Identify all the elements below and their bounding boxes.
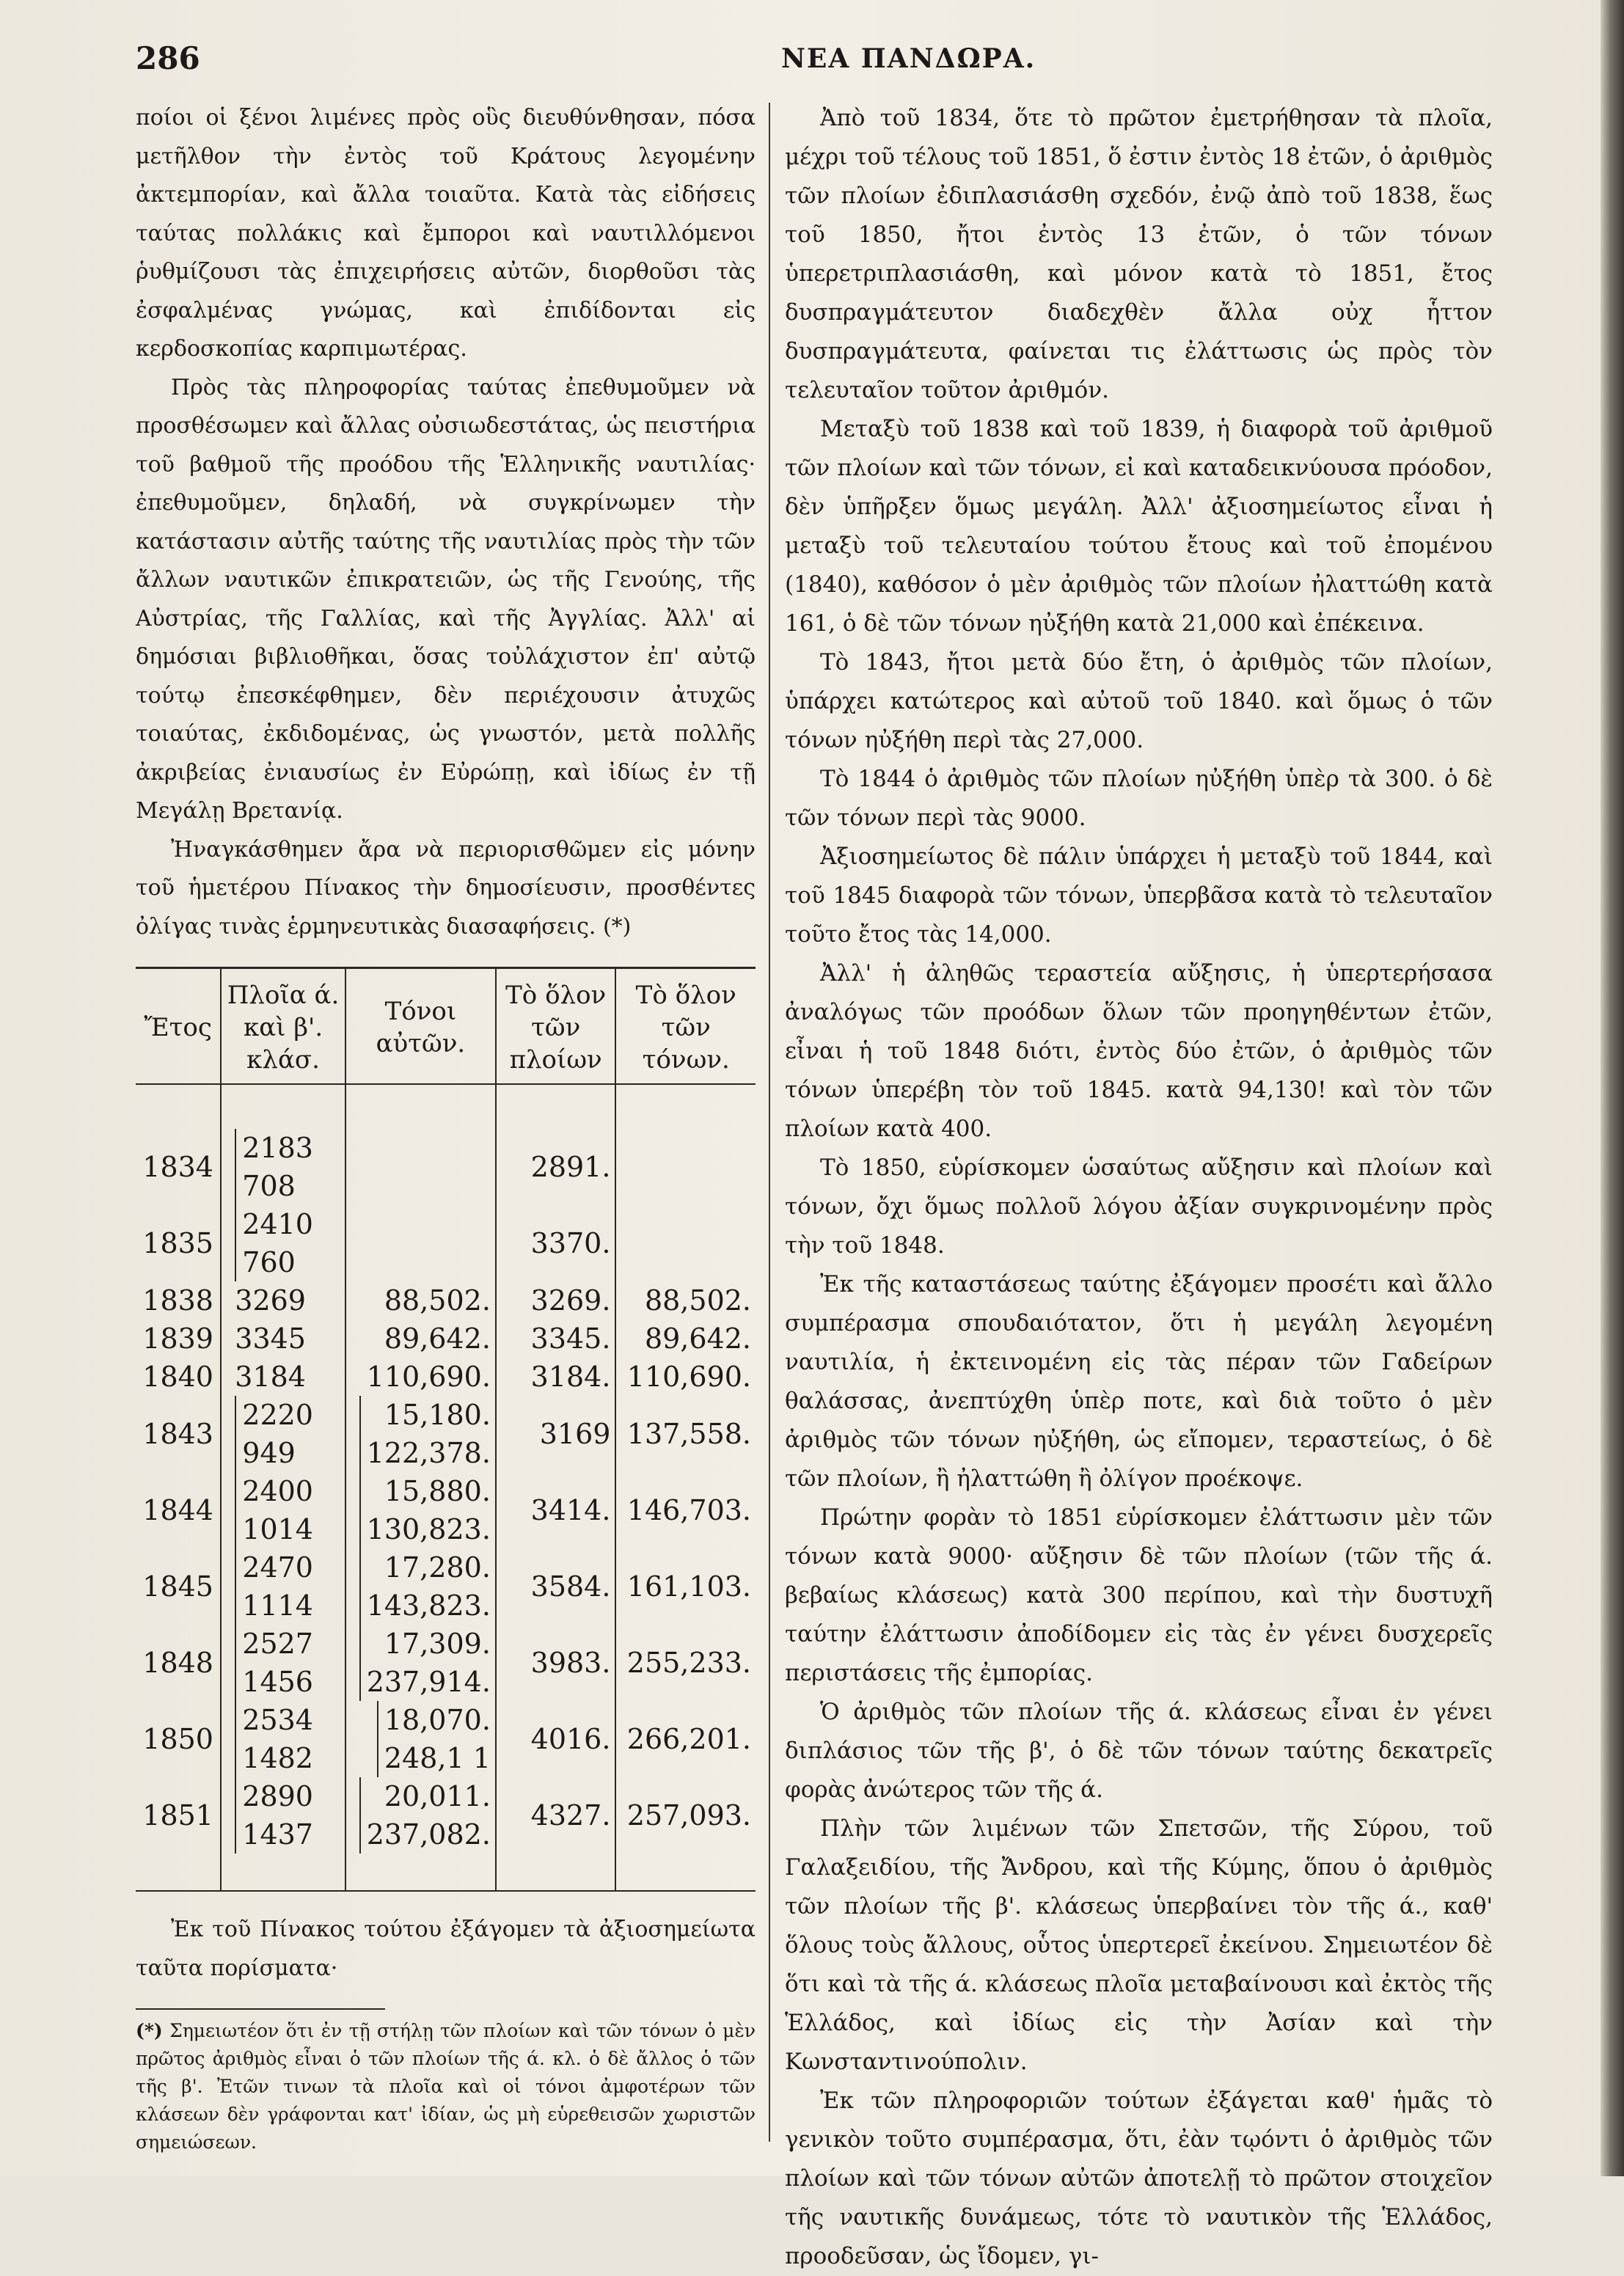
brace-group (235, 1396, 313, 1472)
cell-tons (345, 1625, 496, 1701)
cell-total-ships: 4016. (496, 1701, 616, 1777)
right-paragraph: Ἀξιοσημείωτος δὲ πάλιν ὑπάρχει ἡ μεταξὺ τοῦ 1844, καὶ τοῦ 1845 διαφορὰ τῶν τόνων, ὑπερβᾶσα κατὰ τὸ τελευταῖον τοῦτο ἔτος τὰς 14,000. (785, 844, 1493, 948)
cell-value: 1456 (242, 1666, 313, 1698)
table-row (136, 1358, 756, 1396)
brace-group (235, 1129, 313, 1205)
cell-total-ships: 3345. (496, 1320, 616, 1358)
cell-total-tons (615, 1205, 756, 1281)
cell-value: 237,082. (366, 1818, 491, 1851)
brace-group (235, 1777, 313, 1854)
cell-value: 122,378. (366, 1437, 491, 1469)
cell-value: 3269 (235, 1284, 306, 1317)
shipping-table (136, 967, 756, 1892)
cell-year: 1848 (142, 1647, 213, 1679)
cell-value: 1437 (242, 1818, 313, 1851)
cell-year: 1834 (142, 1151, 213, 1183)
cell-ships (221, 1358, 345, 1396)
left-column (136, 99, 756, 2156)
cell-total-tons: 257,093. (615, 1777, 756, 1891)
right-paragraph: Μεταξὺ τοῦ 1838 καὶ τοῦ 1839, ἡ διαφορὰ τοῦ ἀριθμοῦ τῶν πλοίων καὶ τῶν τόνων, εἰ καὶ καταδεικνύουσα πρόοδον, δὲν ὑπῆρξεν ὅμως μεγάλη. Ἀλλ' ἀξιοσημείωτος εἶναι ἡ μεταξὺ τοῦ τελευταίου τούτου ἔτους καὶ τοῦ ἐπομένου (1840), καθόσον ὁ μὲν ἀριθμὸς τῶν πλοίων ἠλαττώθη κατὰ 161, ὁ δὲ τῶν τόνων ηὐξήθη κατὰ 21,000 καὶ ἐπέκεινα. (785, 416, 1493, 637)
right-paragraph: Ἐκ τῆς καταστάσεως ταύτης ἐξάγομεν προσέτι καὶ ἄλλο συμπέρασμα σπουδαιότατον, ὅτι ἡ μεγάλη λεγομένη ναυτιλία, ἡ ἐκτεινομένη εἰς τὰς πέραν τῶν Γαδείρων θαλάσσας, ἀνεπτύχθη ὑπὲρ ποτε, καὶ διὰ τοῦτο ὁ μὲν ἀριθμὸς τῶν τόνων ηὐξήθη, ὡς εἴπομεν, τεραστείως, ὁ δὲ τῶν πλοίων, ἢ ἠλαττώθη ἢ ὀλίγον προέκοψε. (785, 1271, 1493, 1492)
cell-value: 17,280. (384, 1551, 491, 1584)
cell-ships (221, 1548, 345, 1625)
cell-year: 1851 (136, 1777, 221, 1891)
footnote-text: Σημειωτέον ὅτι ἐν τῇ στήλῃ τῶν πλοίων καὶ τῶν τόνων ὁ μὲν πρῶτος ἀριθμὸς εἶναι ὁ τῶν πλοίων τῆς ά. κλ. ὁ δὲ ἄλλος ὁ τῶν τῆς β'. Ἐτῶν τινων τὰ πλοῖα καὶ οἱ τόνοι ἀμφοτέρων τῶν κλάσεων δὲν γράφονται κατ' ἰδίαν, ὡς μὴ εὑρεθεισῶν χωριστῶν σημειώσεων. (136, 2020, 756, 2153)
brace-group (235, 1701, 313, 1777)
cell-year: 1843 (142, 1418, 213, 1450)
cell-value: 110,690. (366, 1361, 491, 1393)
cell-value: 2183 (242, 1132, 313, 1164)
cell-total-ships: 3983. (496, 1625, 616, 1701)
table-row (136, 1281, 756, 1320)
cell-value: 15,180. (384, 1399, 491, 1431)
right-paragraph: Ἐκ τῶν πληροφοριῶν τούτων ἐξάγεται καθ' ἡμᾶς τὸ γενικὸν τοῦτο συμπέρασμα, ὅτι, ἐὰν τῳόντι ὁ ἀριθμὸς τῶν πλοίων καὶ τῶν τόνων αὐτῶν ἀποτελῇ τὸ πρῶτον στοιχεῖον τῆς ναυτικῆς δυνάμεως, τότε τὸ ναυτικὸν τῆς Ἑλλάδος, προοδεῦσαν, ὡς ἴδομεν, γι- (785, 2087, 1493, 2269)
cell-tons (345, 1472, 496, 1548)
cell-value: 2470 (242, 1551, 313, 1584)
table-body (136, 1084, 756, 1891)
cell-value: 130,823. (366, 1513, 491, 1545)
cell-total-ships: 3370. (496, 1205, 616, 1281)
cell-tons (345, 1701, 496, 1777)
table-row (136, 1548, 756, 1625)
cell-ships (221, 1625, 345, 1701)
right-paragraph: Ὁ ἀριθμὸς τῶν πλοίων τῆς ά. κλάσεως εἶναι ἐν γένει διπλάσιος τῶν τῆς β', ὁ δὲ τῶν τόνων ταύτης δεκατρεῖς φορὰς ἀνώτερος τῶν τῆς ά. (785, 1699, 1493, 1803)
left-paragraph: Ἠναγκάσθημεν ἄρα νὰ περιορισθῶμεν εἰς μόνην τοῦ ἡμετέρου Πίνακος τὴν δημοσίευσιν, προσθέντες ὀλίγας τινὰς ἑρμηνευτικὰς διασαφήσεις. (*) (136, 836, 756, 940)
right-paragraph: Πλὴν τῶν λιμένων τῶν Σπετσῶν, τῆς Σύρου, τοῦ Γαλαξειδίου, τῆς Ἄνδρου, καὶ τῆς Κύμης, ὅπου ὁ ἀριθμὸς τῶν πλοίων τῆς β'. κλάσεως ὑπερβαίνει τὸν τῆς ά., καθ' ὅλους τοὺς ἄλλους, οὗτος ὑπερτερεῖ ἐκείνου. Σημειωτέον δὲ ὅτι καὶ τὰ τῆς ά. κλάσεως πλοῖα μεταβαίνουσι καὶ ἐκτὸς τῆς Ἑλλάδος, καὶ ἰδίως εἰς τὴν Ἀσίαν καὶ τὴν Κωνσταντινούπολιν. (785, 1815, 1493, 2075)
running-head: ΝΕΑ ΠΑΝΔΩΡΑ. (781, 43, 1036, 74)
brace-group (235, 1548, 313, 1625)
table-row (136, 1701, 756, 1777)
value-group (235, 1358, 340, 1396)
cell-ships (221, 1205, 345, 1281)
table-row (136, 1205, 756, 1281)
right-paragraph: Ἀπὸ τοῦ 1834, ὅτε τὸ πρῶτον ἐμετρήθησαν τὰ πλοῖα, μέχρι τοῦ τέλους τοῦ 1851, ὅ ἐστιν ἐντὸς 18 ἐτῶν, ὁ ἀριθμὸς τῶν πλοίων ἐδιπλασιάσθη σχεδόν, ἐνῷ ἀπὸ τοῦ 1838, ἕως τοῦ 1850, ἤτοι ἐντὸς 13 ἐτῶν, ὁ τῶν τόνων ὑπερετριπλασιάσθη, καὶ μόνον κατὰ τὸ 1851, ἔτος δυσπραγμάτευτον διαδεχθὲν ἄλλα οὐχ ἧττον δυσπραγμάτευτα, φαίνεται τις ἐλάττωσις ὡς πρὸς τὸν τελευταῖον τοῦτον ἀριθμόν. (785, 105, 1493, 403)
cell-value: 3345 (235, 1322, 306, 1355)
brace-group (359, 1777, 491, 1854)
cell-value: 949 (242, 1437, 296, 1469)
footnote-mark: (*) (136, 2020, 163, 2041)
value-group (351, 1358, 491, 1396)
header-ships: Πλοῖα ά. καὶ β'. κλάσ. (221, 968, 345, 1085)
cell-tons (345, 1281, 496, 1320)
cell-total-tons: 161,103. (615, 1548, 756, 1625)
cell-value: 2890 (242, 1780, 313, 1812)
header-tons: Τόνοι αὐτῶν. (345, 968, 496, 1085)
cell-tons (345, 1084, 496, 1205)
value-group (235, 1320, 340, 1358)
cell-total-tons: 146,703. (615, 1472, 756, 1548)
right-paragraph: Τὸ 1844 ὁ ἀριθμὸς τῶν πλοίων ηὐξήθη ὑπὲρ τὰ 300. ὁ δὲ τῶν τόνων περὶ τὰς 9000. (785, 766, 1493, 831)
footnote (136, 2017, 756, 2156)
cell-total-ships: 3184. (496, 1358, 616, 1396)
cell-value: 2400 (242, 1475, 313, 1507)
cell-total-ships: 3584. (496, 1548, 616, 1625)
cell-tons (345, 1548, 496, 1625)
cell-tons (345, 1358, 496, 1396)
cell-value: 20,011. (384, 1780, 491, 1812)
cell-ships (221, 1472, 345, 1548)
cell-total-tons: 88,502. (615, 1281, 756, 1320)
cell-total-tons: 137,558. (615, 1396, 756, 1472)
cell-value: 2527 (242, 1628, 313, 1660)
cell-value: 89,642. (384, 1322, 491, 1355)
cell-year: 1845 (142, 1570, 213, 1603)
right-paragraph: Τὸ 1843, ἤτοι μετὰ δύο ἔτη, ὁ ἀριθμὸς τῶν πλοίων, ὑπάρχει κατώτερος καὶ αὐτοῦ τοῦ 1840. καὶ ὅμως ὁ τῶν τόνων ηὐξήθη περὶ τὰς 27,000. (785, 649, 1493, 753)
cell-total-ships: 4327. (496, 1777, 616, 1891)
left-paragraph: Πρὸς τὰς πληροφορίας ταύτας ἐπεθυμοῦμεν νὰ προσθέσωμεν καὶ ἄλλας οὐσιωδεστάτας, ὡς πειστήρια τοῦ βαθμοῦ τῆς προόδου τῆς Ἑλληνικῆς ναυτιλίας· ἐπεθυμοῦμεν, δηλαδή, νὰ συγκρίνωμεν τὴν κατάστασιν αὐτῆς ταύτης τῆς ναυτιλίας πρὸς τὴν τῶν ἄλλων ναυτικῶν ἐπικρατειῶν, ὡς τῆς Γενούης, τῆς Αὐστρίας, τῆς Γαλλίας, καὶ τῆς Ἀγγλίας. Ἀλλ' αἱ δημόσιαι βιβλιοθῆκαι, ὅσας τοὐλάχιστον ἐπ' αὐτῷ τούτῳ ἐπεσκέφθημεν, δὲν περιέχουσιν ἀτυχῶς τοιαύτας, ἐκδιδομένας, ὡς γνωστόν, μετὰ πολλῆς ἀκριβείας ἐνιαυσίως ἐν Εὐρώπῃ, καὶ ἰδίως ἐν τῇ Μεγάλῃ Βρετανίᾳ. (136, 374, 756, 824)
cell-total-ships: 3414. (496, 1472, 616, 1548)
cell-value: 15,880. (384, 1475, 491, 1507)
cell-value: 18,070. (384, 1704, 491, 1736)
cell-value: 143,823. (366, 1589, 491, 1622)
cell-total-tons: 110,690. (615, 1358, 756, 1396)
brace-group (359, 1396, 491, 1472)
cell-value: 2220 (242, 1399, 313, 1431)
cell-total-ships: 3169 (496, 1396, 616, 1472)
cell-value: 88,502. (384, 1284, 491, 1317)
table-conclusion: Ἐκ τοῦ Πίνακος τούτου ἐξάγομεν τὰ ἀξιοσημείωτα ταῦτα πορίσματα· (136, 1917, 756, 1981)
column-divider (769, 103, 770, 2142)
brace-group (377, 1701, 491, 1777)
cell-value: 1114 (242, 1589, 313, 1622)
brace-group (235, 1472, 313, 1548)
cell-ships (221, 1084, 345, 1205)
cell-total-tons: 255,233. (615, 1625, 756, 1701)
cell-value: 760 (242, 1246, 296, 1278)
page-header (136, 40, 1493, 84)
cell-value: 237,914. (366, 1666, 491, 1698)
cell-ships (221, 1701, 345, 1777)
value-group (235, 1281, 340, 1320)
right-paragraph: Τὸ 1850, εὑρίσκομεν ὡσαύτως αὔξησιν καὶ πλοίων καὶ τόνων, ὄχι ὅμως πολλοῦ λόγου ἀξίαν συγκρινομένην πρὸς τὴν τοῦ 1848. (785, 1155, 1493, 1259)
cell-value: 248,1 1 (384, 1742, 491, 1774)
cell-value: 1482 (242, 1742, 313, 1774)
cell-total-tons: 266,201. (615, 1701, 756, 1777)
cell-total-tons: 89,642. (615, 1320, 756, 1358)
cell-year: 1839 (142, 1322, 213, 1355)
value-group (351, 1281, 491, 1320)
cell-tons (345, 1205, 496, 1281)
table-row (136, 1084, 756, 1205)
table-row (136, 1396, 756, 1472)
cell-year: 1850 (142, 1723, 213, 1755)
page-number: 286 (136, 40, 200, 76)
cell-year: 1838 (142, 1284, 213, 1317)
right-paragraph: Πρώτην φορὰν τὸ 1851 εὑρίσκομεν ἐλάττωσιν μὲν τῶν τόνων κατὰ 9000· αὔξησιν δὲ τῶν πλοίων (τῶν τῆς ά. βεβαίως κλάσεως) κατὰ 300 περίπου, καὶ τὴν δυστυχῆ ταύτην ἐλάττωσιν ἀποδίδομεν εἰς τὰς ἐν γένει δυσχερεῖς περιστάσεις τῆς ἐμπορίας. (785, 1504, 1493, 1686)
cell-tons (345, 1396, 496, 1472)
cell-total-ships: 2891. (496, 1084, 616, 1205)
cell-ships (221, 1396, 345, 1472)
cell-ships (221, 1281, 345, 1320)
header-total-ships: Τὸ ὅλον τῶν πλοίων (496, 968, 616, 1085)
right-paragraph: Ἀλλ' ἡ ἀληθῶς τεραστεία αὔξησις, ἡ ὑπερτερήσασα ἀναλόγως τῶν προόδων ὅλων τῶν προηγηθέντων ἐτῶν, εἶναι ἡ τοῦ 1848 διότι, ἐντὸς δύο ἐτῶν, ὁ ἀριθμὸς τῶν τόνων ὑπερέβη τὸν τοῦ 1845. κατὰ 94,130! καὶ τὸν τῶν πλοίων κατὰ 400. (785, 960, 1493, 1142)
footnote-rule (136, 2008, 385, 2010)
cell-tons (345, 1320, 496, 1358)
table-row (136, 1320, 756, 1358)
cell-total-tons (615, 1084, 756, 1205)
cell-value: 1014 (242, 1513, 313, 1545)
page-binding-edge (1601, 0, 1624, 2176)
header-total-tons: Τὸ ὅλον τῶν τόνων. (615, 968, 756, 1085)
brace-group (359, 1625, 491, 1701)
table-row (136, 1472, 756, 1548)
table-row (136, 1777, 756, 1891)
left-paragraph: ποίοι οἱ ξένοι λιμένες πρὸς οὓς διευθύνθησαν, πόσα μετῆλθον τὴν ἐντὸς τοῦ Κράτους λεγομένην ἀκτεμπορίαν, καὶ ἄλλα τοιαῦτα. Κατὰ τὰς εἰδήσεις ταύτας πολλάκις καὶ ἔμποροι καὶ ναυτιλλόμενοι ῥυθμίζουσι τὰς ἐπιχειρήσεις αὐτῶν, διορθοῦσι τὰς ἐσφαλμένας γνώμας, καὶ ἐπιδίδονται εἰς κερδοσκοπίας καρπιμωτέρας. (136, 105, 756, 362)
right-column (785, 99, 1493, 2276)
cell-value: 2410 (242, 1208, 313, 1240)
cell-year: 1844 (142, 1494, 213, 1526)
brace-group (359, 1548, 491, 1625)
header-year: Ἔτος (136, 968, 221, 1085)
table-header-row (136, 968, 756, 1085)
brace-group (359, 1472, 491, 1548)
cell-tons (345, 1777, 496, 1891)
cell-year: 1840 (142, 1361, 213, 1393)
cell-value: 2534 (242, 1704, 313, 1736)
table-row (136, 1625, 756, 1701)
cell-ships (221, 1320, 345, 1358)
cell-ships (221, 1777, 345, 1891)
cell-value: 17,309. (384, 1628, 491, 1660)
value-group (351, 1320, 491, 1358)
brace-group (235, 1625, 313, 1701)
cell-value: 3184 (235, 1361, 306, 1393)
brace-group (235, 1205, 313, 1281)
cell-value: 708 (242, 1170, 296, 1202)
cell-total-ships: 3269. (496, 1281, 616, 1320)
cell-year: 1835 (142, 1227, 213, 1259)
